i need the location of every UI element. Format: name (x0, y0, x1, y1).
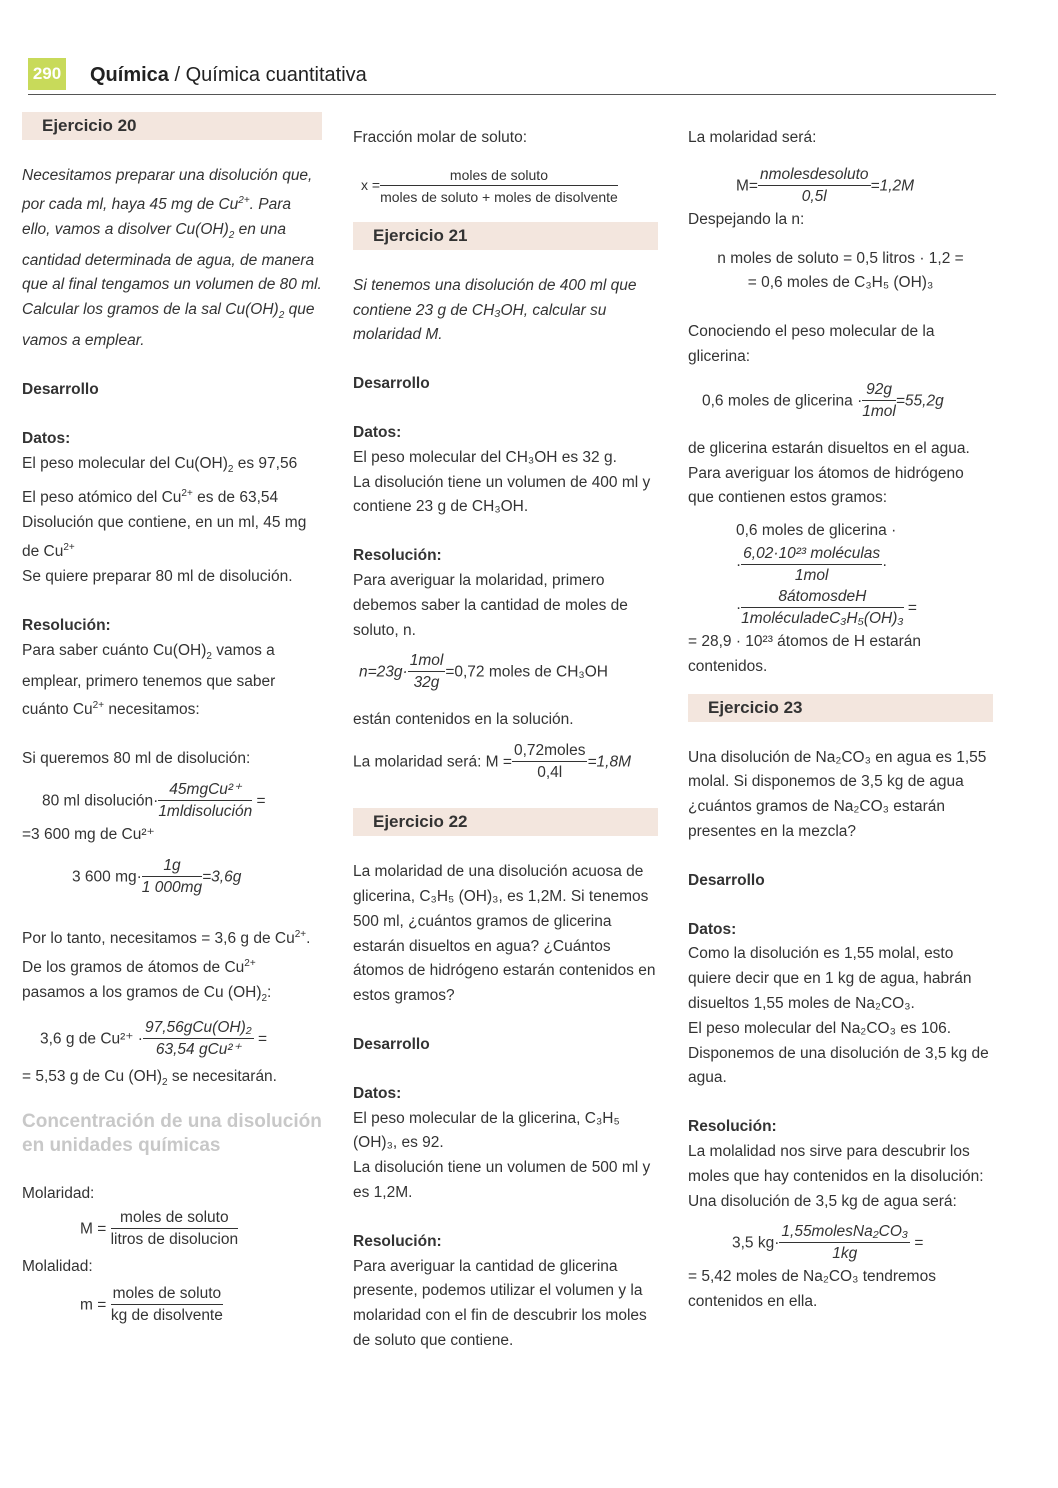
exercise-22-title: Ejercicio 22 (353, 808, 658, 836)
datos-1: Como la disolución es 1,55 molal, esto quiere decir que en 1 kg de agua, habrán disueltos 1,55 moles de Na₂CO₃. (688, 945, 972, 1012)
statement-line: en una cantidad determinada de agua, de manera que al final tengamos un volumen de 80 ml. (22, 220, 322, 294)
exercise-21-statement: Si tenemos una disolución de 400 ml que contiene 23 g de CH₃OH, calcular su molaridad M. (353, 276, 637, 344)
eq-left: 3 600 mg· (72, 868, 142, 886)
eq-numerator: 92g (862, 380, 896, 401)
text: pasamos a los gramos de Cu (OH) (22, 983, 262, 1001)
text: necesitamos: (104, 701, 200, 719)
equation-1: 80 ml disolución· $\frac{\text{45mgCu²⁺}}{\text{1mldisolución}}$ = (42, 780, 322, 823)
resolucion-heading: Resolución: (688, 1118, 777, 1136)
eq-denominator: 1mol (862, 402, 896, 420)
datos-heading: Datos: (353, 423, 402, 441)
exercise-23-title: Ejercicio 23 (688, 694, 993, 722)
datos-2: La disolución tiene un volumen de 400 ml y contiene 23 g de CH₃OH. (353, 473, 651, 516)
datos-text: El peso molecular del $Cu(OH)_2$ es 97,56 El peso atómico del $Cu^{2+}$ es de 63,54 Disolución que contiene, en un ml, 45 mg de $Cu^{2+}$ Se quiere preparar 80 ml de disolución. (22, 454, 307, 586)
datos-heading: Datos: (22, 429, 71, 447)
chapter: Química cuantitativa (185, 64, 367, 86)
datos-heading-2: Datos: (353, 1084, 402, 1102)
eq-right: =0,72 moles de CH₃OH (445, 663, 608, 681)
eq-denominator: 1moléculadeC₃H₅(OH)₃ (741, 609, 904, 627)
exercise-20-statement: Necesitamos preparar una disolución que, por cada ml, haya 45 mg de $Cu^{2+}$. Para ello, vamos a disolver $Cu(OH)_2$ en una cantidad determinada de agua, de manera que al final tengamos un volumen de 80 ml. Calcular los gramos de la sal $Cu(OH)_2$ que vamos a emplear. (22, 167, 322, 350)
eq-denominator: 0,5l (801, 187, 827, 205)
eq-right: =1,8M (587, 753, 631, 771)
desarrollo-heading: Desarrollo (353, 375, 430, 393)
molaridad-sera: La molaridad será: (688, 129, 817, 146)
resolucion-text-4: = 5,53 g de Cu $(OH)_2$ se necesitarán. (22, 1067, 277, 1088)
resolucion-text-3: Por lo tanto, necesitamos = 3,6 g de $Cu^{2+}$. De los gramos de átomos de $Cu^{2+}$ pasamos a los gramos de Cu $(OH)_2$: (22, 928, 311, 1004)
eq-numerator: moles de soluto (111, 1208, 239, 1229)
desarrollo-heading: Desarrollo (688, 871, 765, 889)
fraccion-molar-label: Fracción molar de soluto: (353, 129, 528, 146)
subject: Química (90, 64, 169, 86)
eq-denominator: 0,4l (537, 764, 563, 782)
eq-left: m = (80, 1296, 111, 1314)
eq-right: =55,2g (895, 392, 944, 410)
molalidad-label: Molalidad: (22, 1258, 93, 1276)
eq-denominator: 32g (413, 674, 440, 692)
text: se necesitarán. (167, 1067, 277, 1085)
equation-glicerina (702, 380, 993, 423)
resolucion-text-2: están contenidos en la solución. (353, 711, 574, 729)
eq-numerator: 1mol (408, 651, 446, 672)
atomos-result: = 28,9 · 10²³ átomos de H estarán contenidos. (688, 632, 922, 675)
exercise-22-statement: La molaridad de una disolución acuosa de glicerina, C₃H₅ (OH)₃, es 1,2M. Si tenemos 500 ml, ¿cuántos gramos de glicerina estarán disueltos en agua? ¿Cuántos átomos de hidrógeno estarán contenidos en estos gramos? (353, 863, 656, 1005)
datum: El peso molecular del Cu(OH) (22, 454, 228, 472)
resolucion-text-3: Para averiguar la cantidad de glicerina presente, podemos utilizar el volumen y la molaridad con el fin de descubrir los moles de soluto que contiene. (353, 1257, 647, 1349)
eq-numerator: nmolesdesoluto (758, 165, 871, 186)
despejando: Despejando la n: (688, 210, 805, 228)
resolucion-text: Para saber cuánto $Cu(OH)_2$ vamos a emplear, primero tenemos que saber cuánto $Cu^{2+}$ necesitamos: (22, 641, 276, 719)
molalidad-formula (80, 1284, 322, 1327)
header-rule (28, 94, 996, 95)
datum: es 97,56 (233, 454, 298, 472)
equation-n (359, 651, 658, 694)
desarrollo-heading: Desarrollo (22, 380, 99, 398)
equation-3 (72, 856, 322, 899)
text: vamos a emplear, primero tenemos que saber cuánto Cu (22, 641, 276, 719)
equation-4: 3,6 g de Cu²⁺ · $\frac{\text{97,56gCu(OH)₂}}{\text{63,54 gCu²⁺}}$ = (40, 1018, 322, 1061)
eq-denominator: 1mol (794, 566, 829, 584)
text: = 5,53 g de Cu (OH) (22, 1067, 162, 1085)
eq-line: n moles de soluto = 0,5 litros · 1,2 = (717, 249, 964, 267)
eq-line: = 0,6 moles de C₃H₅ (OH)₃ (747, 274, 934, 292)
eq-denominator: moles de soluto + moles de disolvente (380, 188, 618, 205)
eq-left: n=23g· (359, 663, 408, 681)
desarrollo-heading-2: Desarrollo (353, 1035, 430, 1053)
datum: Disolución que contiene, en un ml, 45 mg de Cu (22, 514, 307, 561)
eq-numerator: 1g (142, 856, 202, 877)
exercise-23-statement: Una disolución de Na₂CO₃ en agua es 1,55 molal. Si disponemos de 3,5 kg de agua ¿cuántos gramos de Na₂CO₃ estarán presentes en la mezcla? (688, 748, 987, 840)
eq-left: 3,5 kg· (732, 1234, 780, 1252)
equation-n-moles (688, 247, 993, 297)
statement-line: Calcular los gramos de la sal Cu(OH) (22, 301, 279, 319)
equation-molalidad: 3,5 kg· $\frac{\text{1,55molesNa₂CO₃}}{1kg}$ = (732, 1222, 993, 1265)
eq-left: La molaridad será: M = (353, 753, 512, 771)
eq-denominator: 63,54 gCu²⁺ (155, 1040, 241, 1058)
column-3 (688, 112, 993, 1315)
fraccion-molar-formula (361, 165, 658, 208)
page-header (0, 0, 1058, 100)
exercise-20-title: Ejercicio 20 (22, 112, 322, 140)
resolucion-text: Para averiguar la molaridad, primero debemos saber la cantidad de moles de soluto, n. (353, 571, 628, 639)
eq-left: M= (736, 177, 758, 195)
resolucion-heading: Resolución: (353, 547, 442, 565)
resolucion-heading: Resolución: (22, 616, 111, 634)
resolucion-text-2: Si queremos 80 ml de disolución: (22, 750, 251, 768)
eq-denominator: 1mldisolución (158, 803, 253, 821)
eq-left: 3,6 g de Cu²⁺ · (40, 1030, 143, 1048)
equation-molaridad (353, 741, 658, 784)
molaridad-formula (80, 1208, 322, 1251)
eq-denominator: 1 000mg (141, 878, 203, 896)
eq-right: =1,2M (870, 177, 915, 195)
statement-line: que vamos a emplear. (22, 301, 315, 350)
glicerina-text: de glicerina estarán disueltos en el agua. Para averiguar los átomos de hidrógeno que contienen estos gramos: (688, 439, 970, 507)
datos-3: Disponemos de una disolución de 3,5 kg de agua. (688, 1044, 989, 1087)
text: Por lo tanto, necesitamos = 3,6 g de Cu (22, 930, 295, 948)
eq-left: M = (80, 1221, 111, 1239)
datos-3: El peso molecular de la glicerina, C₃H₅ (OH)₃, es 92. (353, 1109, 620, 1152)
eq-numerator: 97,56gCu(OH)₂ (143, 1018, 254, 1039)
page-number: 290 (28, 58, 66, 90)
molaridad-label: Molaridad: (22, 1184, 95, 1202)
equation-m (736, 165, 993, 208)
datos-2: El peso molecular del Na₂CO₃ es 106. (688, 1019, 952, 1037)
resolucion-heading-2: Resolución: (353, 1232, 442, 1250)
eq-left: 80 ml disolución· (42, 792, 159, 810)
datum: El peso atómico del Cu (22, 489, 182, 507)
column-2 (353, 112, 658, 1354)
resolucion-result: = 5,42 moles de Na₂CO₃ tendremos contenidos en ella. (688, 1268, 936, 1311)
equation-atomos: 0,6 moles de glicerina · · $\frac{\text{6,02·10²³ moléculas}}{\text{1mol}}$ · · $\frac{\text{8átomosdeH}}{\text{1moléculadeC₃H₅(OH)₃}}$ = (736, 519, 993, 630)
datum: es de 63,54 (192, 489, 279, 507)
eq-denominator: litros de disolucion (110, 1231, 239, 1249)
eq-left: 0,6 moles de glicerina · (702, 392, 863, 410)
eq-numerator: 0,72moles (512, 741, 588, 762)
equation-2: =3 600 mg de Cu²⁺ (22, 826, 155, 844)
datum: Se quiere preparar 80 ml de disolución. (22, 568, 293, 586)
resolucion-text: La molalidad nos sirve para descubrir los moles que hay contenidos en la disolución: Una disolución de 3,5 kg de agua será: (688, 1142, 984, 1210)
eq-denominator: kg de disolvente (110, 1307, 223, 1325)
eq-numerator: moles de soluto (111, 1284, 224, 1305)
page-title (90, 64, 367, 87)
column-1 (22, 112, 322, 1327)
eq-line: 0,6 moles de glicerina · (736, 522, 897, 540)
text: De los gramos de átomos de Cu (22, 959, 245, 977)
eq-denominator: 1kg (832, 1245, 858, 1263)
eq-numerator: 1,55molesNa₂CO₃ (779, 1222, 910, 1243)
eq-numerator: 8átomosdeH (741, 587, 903, 608)
eq-numerator: moles de soluto (380, 165, 618, 186)
title-separator: / (168, 64, 186, 86)
conociendo-text: Conociendo el peso molecular de la glicerina: (688, 323, 935, 365)
exercise-21-title: Ejercicio 21 (353, 222, 658, 250)
section-title: Concentración de una disolución en unidades químicas (22, 1110, 322, 1156)
eq-numerator: 45mgCu²⁺ (158, 780, 252, 801)
datos-heading: Datos: (688, 920, 737, 938)
eq-right: =3,6g (202, 868, 242, 886)
datos-1: El peso molecular del CH₃OH es 32 g. (353, 448, 617, 466)
statement-line: Necesitamos preparar una disolución que, por cada ml, haya 45 mg de Cu (22, 167, 313, 213)
datos-4: La disolución tiene un volumen de 500 ml y es 1,2M. (353, 1159, 651, 1201)
eq-left: x = (361, 177, 381, 193)
statement-line: Para ello, vamos a disolver Cu(OH) (22, 195, 292, 238)
text: Para saber cuánto Cu(OH) (22, 641, 207, 659)
eq-numerator: 6,02·10²³ moléculas (741, 544, 882, 565)
